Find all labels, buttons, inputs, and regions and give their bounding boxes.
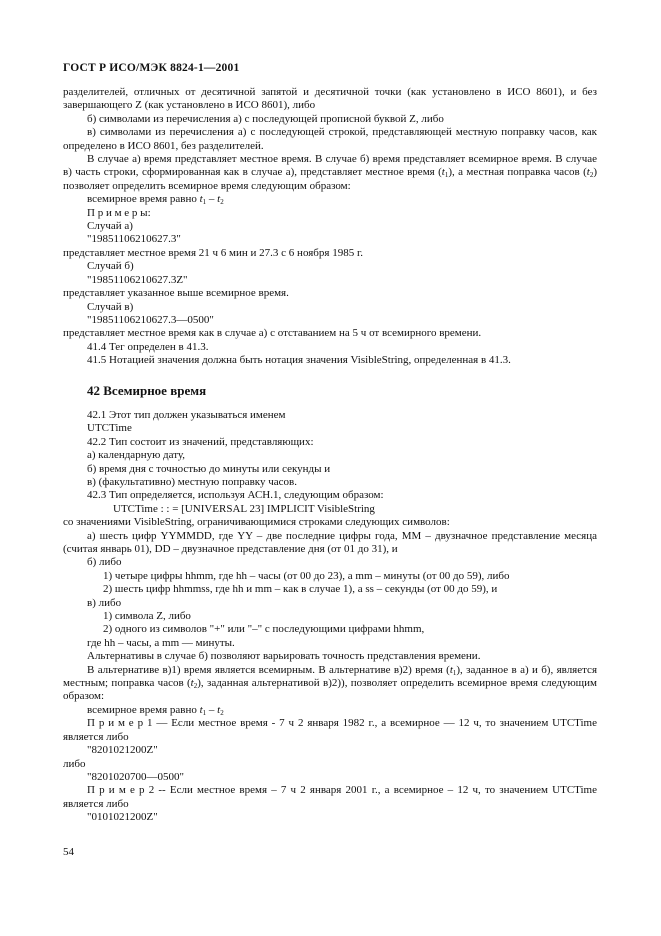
- list-subitem: 1) символа Z, либо: [103, 610, 191, 623]
- paragraph: в) символами из перечисления а) с последующей строкой, представляющей местную поправку часов, как определено в ИСО 8601, без разделителей.: [63, 126, 597, 152]
- paragraph: представляет местное время 21 ч 6 мин и 27.3 с 6 ноября 1985 г.: [63, 246, 363, 259]
- list-subitem: 1) четыре цифры hhmm, где hh – часы (от 00 до 23), а mm – минуты (от 00 до 59), либо: [103, 569, 510, 582]
- list-item: в) либо: [87, 596, 122, 609]
- paragraph: 42.2 Тип состоит из значений, представляющих:: [87, 435, 314, 448]
- paragraph: б) символами из перечисления а) с последующей прописной буквой Z, либо: [87, 112, 444, 125]
- running-header: ГОСТ Р ИСО/МЭК 8824-1—2001: [63, 62, 240, 74]
- page-number: 54: [63, 846, 74, 858]
- paragraph: 42.3 Тип определяется, используя АСН.1, следующим образом:: [87, 489, 384, 502]
- formula: всемирное время равно $t_1 - t_2$: [87, 703, 224, 717]
- list-item: б) либо: [87, 556, 122, 569]
- list-subitem: 2) шесть цифр hhmmss, где hh и mm – как в случае 1), а ss – секунды (от 00 до 59), и: [103, 583, 498, 596]
- paragraph: Альтернативы в случае б) позволяют варьировать точность представления времени.: [87, 650, 481, 663]
- example-paragraph: П р и м е р 2 -- Если местное время – 7 ч 2 января 2001 г., а всемирное – 12 ч, то значением UTCTime является либо: [63, 784, 597, 810]
- list-item: в) (факультативно) местную поправку часов.: [87, 475, 297, 488]
- list-item: б) время дня с точностью до минуты или секунды и: [87, 462, 331, 475]
- paragraph: В случае а) время представляет местное время. В случае б) время представляет всемирное время. В случае в) часть строки, сформированная как в случае а), представляет местное время $(t_1)$, а местная поправка часов $(t_2)$ позволяет определить всемирное время следующим образом:: [63, 153, 597, 192]
- paragraph: разделителей, отличных от десятичной запятой и десятичной точки (как установлено в ИСО 8601), и без завершающего Z (как установлено в ИСО 8601), либо: [63, 86, 597, 112]
- code-example: "8201021200Z": [87, 744, 158, 757]
- example-paragraph: П р и м е р 1 — Если местное время - 7 ч 2 января 1982 г., а всемирное — 12 ч, то значением UTCTime является либо: [63, 717, 597, 743]
- formula: всемирное время равно $t_1 - t_2$: [87, 193, 224, 207]
- code-example: "19851106210627.3Z": [87, 273, 188, 286]
- list-item: а) шесть цифр YYMMDD, где YY – две последние цифры года, MM – двузначное представление месяца (считая январь 01), DD – двузначное представление дня (от 01 до 31), и: [63, 529, 597, 555]
- paragraph: Случай б): [87, 260, 134, 273]
- paragraph: 41.4 Тег определен в 41.3.: [87, 340, 209, 353]
- list-subitem: 2) одного из символов "+" или "–" с последующими цифрами hhmm,: [103, 623, 425, 636]
- paragraph: В альтернативе в)1) время является всемирным. В альтернативе в)2) время $(t_1)$, заданное в а) и б), является местным; поправка часов $(t_2)$, заданная альтернативой в)2)), позволяет определить всемирное время следующим образом:: [63, 663, 598, 703]
- type-name: UTCTime: [87, 422, 132, 435]
- paragraph: представляет указанное выше всемирное время.: [63, 287, 289, 300]
- code-example: "8201020700—0500": [87, 770, 184, 783]
- type-definition: UTCTime : : = [UNIVERSAL 23] IMPLICIT VisibleString: [113, 502, 375, 515]
- paragraph: Случай а): [87, 220, 133, 233]
- examples-label: П р и м е р ы:: [87, 206, 151, 219]
- paragraph: 41.5 Нотацией значения должна быть нотация значения VisibleString, определенная в 41.3.: [87, 354, 511, 367]
- paragraph: Случай в): [87, 300, 134, 313]
- paragraph: либо: [63, 757, 86, 770]
- section-heading: 42 Всемирное время: [87, 382, 207, 398]
- code-example: "19851106210627.3—0500": [87, 313, 214, 326]
- code-example: "0101021200Z": [87, 811, 158, 824]
- paragraph: 42.1 Этот тип должен указываться именем: [87, 408, 286, 421]
- code-example: "19851106210627.3": [87, 233, 181, 246]
- page-body: [63, 86, 597, 825]
- list-item: а) календарную дату,: [87, 449, 186, 462]
- paragraph: где hh – часы, а mm — минуты.: [87, 636, 235, 649]
- paragraph: представляет местное время как в случае а) с отставанием на 5 ч от всемирного времени.: [63, 327, 482, 340]
- paragraph: со значениями VisibleString, ограничивающимися строками следующих символов:: [63, 516, 450, 529]
